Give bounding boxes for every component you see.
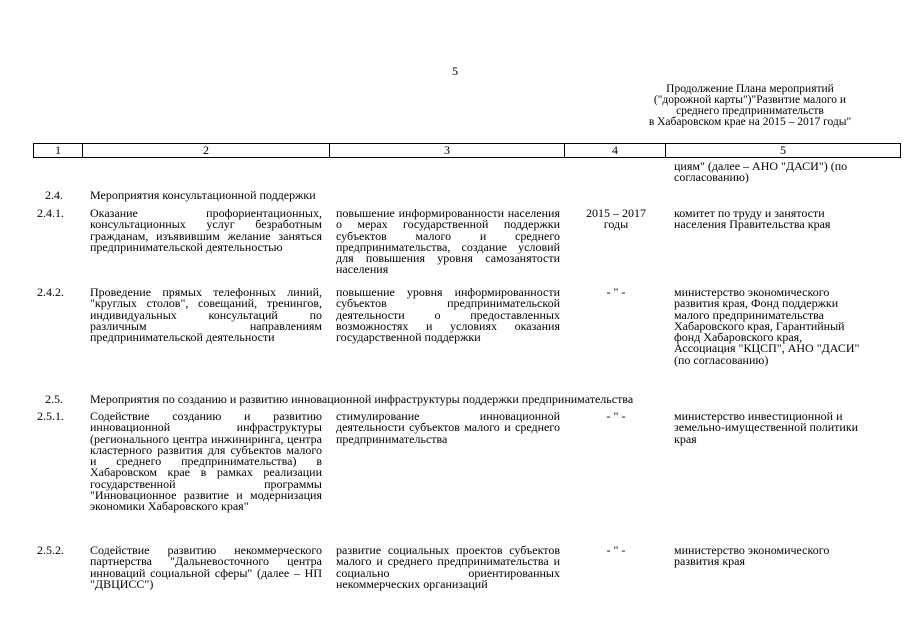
row-measure: Оказание профориентационных, консультационных услуг безработным гражданам, изъявившим желание заняться предпринимательской деятельностью [90, 206, 322, 254]
row-result: повышение уровня информированности субъектов предпринимательской деятельности о предоставленных возможностях и условиях оказания государственной поддержки [336, 285, 560, 345]
continuation-line: Продолжение Плана мероприятий [666, 83, 834, 95]
header-col-3: 3 [330, 144, 565, 158]
section-number: 2.4. [45, 188, 63, 202]
row-term: 2015 – 2017 годы [586, 206, 646, 232]
row-term: - " - [606, 543, 626, 557]
continuation-caption [600, 84, 900, 128]
row-measure: Содействие развитию некоммерческого партнерства "Дальневосточного центра инноваций социальной сферы" (далее – НП "ДВЦИСС") [90, 543, 322, 591]
header-col-2: 2 [83, 144, 330, 158]
row-measure: Содействие созданию и развитию инновационной инфраструктуры (регионального центра инжиниринга, центра кластерного развития для субъектов малого и среднего предпринимательства) в Хабаровском крае в рамках реализации государственной программы "Инновационное развитие и модернизация экономики Хабаровского края" [90, 409, 322, 514]
row-result: повышение информированности населения о мерах государственной поддержки субъектов малого и среднего предпринимательства, создание условий для повышения уровня самозанятости населения [336, 206, 560, 277]
row-measure: Проведение прямых телефонных линий, "круглых столов", совещаний, тренингов, индивидуальных консультаций по различным направлениям предпринимательской деятельности [90, 285, 322, 345]
row-number: 2.4.1. [37, 206, 64, 220]
row-term: - " - [606, 285, 626, 299]
row-number: 2.4.2. [37, 285, 64, 299]
row-result: развитие социальных проектов субъектов малого и среднего предпринимательства и социально ориентированных некоммерческих организаций [336, 543, 560, 591]
section-number: 2.5. [45, 392, 63, 406]
carryover-executor: циям" (далее – АНО "ДАСИ") (по согласованию) [674, 159, 848, 185]
row-executor: министерство экономического развития края, Фонд поддержки малого предпринимательства Хабаровского края, Гарантийный фонд Хабаровского края, Ассоциация "КЦСП", АНО "ДАСИ" (по согласованию) [674, 285, 860, 367]
row-number: 2.5.2. [37, 543, 64, 557]
row-executor: комитет по труду и занятости населения Правительства края [674, 206, 831, 232]
column-number-header [33, 143, 901, 158]
header-col-4: 4 [565, 144, 666, 158]
continuation-line: среднего предпринимательств [676, 105, 824, 117]
row-number: 2.5.1. [37, 409, 64, 423]
section-title: Мероприятия консультационной поддержки [90, 188, 316, 202]
page-number: 5 [452, 64, 458, 78]
row-executor: министерство инвестиционной и земельно-имущественной политики края [674, 409, 859, 446]
section-title: Мероприятия по созданию и развитию инновационной инфраструктуры поддержки предпринимательства [90, 392, 634, 406]
row-executor: министерство экономического развития края [674, 543, 830, 569]
row-result: стимулирование инновационной деятельности субъектов малого и среднего предпринимательства [336, 409, 560, 446]
continuation-line: в Хабаровском крае на 2015 – 2017 годы" [648, 116, 852, 128]
row-term: - " - [606, 409, 626, 423]
header-col-5: 5 [666, 144, 901, 158]
header-col-1: 1 [34, 144, 83, 158]
continuation-line: ("дорожной карты")"Развитие малого и [653, 94, 847, 106]
